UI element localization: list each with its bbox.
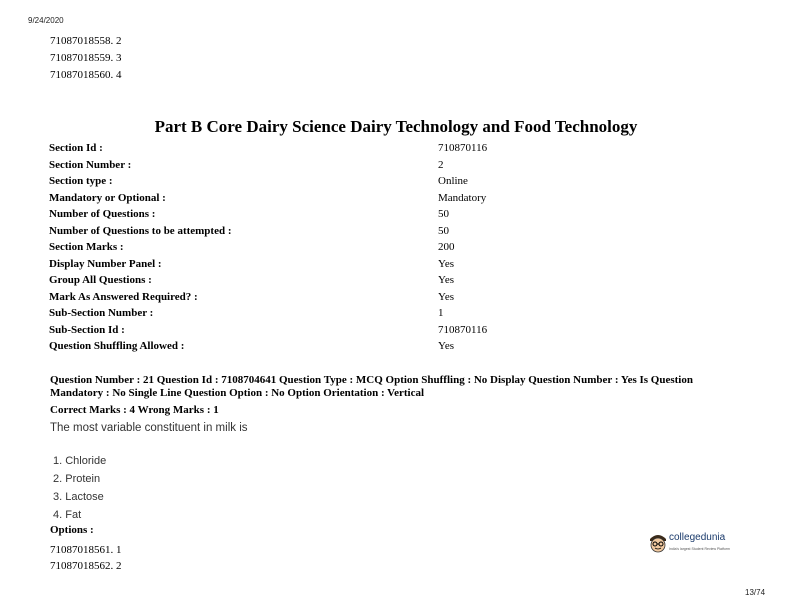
row-value: 50 — [438, 208, 449, 220]
row-label: Sub-Section Number : — [49, 307, 154, 319]
row-label: Number of Questions to be attempted : — [49, 224, 232, 237]
section-row — [49, 239, 569, 256]
row-value: Mandatory — [438, 191, 487, 204]
previous-options-list — [50, 33, 122, 84]
question-meta: Question Number : 21 Question Id : 7108704641 Question Type : MCQ Option Shuffling : No Display Question Number : Yes Is Question Mandatory : No Single Line Question Option : No Option Orientation : Vertical — [50, 374, 693, 399]
row-label: Number of Questions : — [49, 208, 156, 220]
row-value: 50 — [438, 224, 449, 237]
section-row — [49, 140, 569, 157]
options-label: Options : — [50, 524, 94, 536]
row-label: Sub-Section Id : — [49, 323, 125, 336]
section-row — [49, 190, 569, 207]
row-value: 2 — [438, 158, 444, 171]
mascot-icon — [647, 530, 669, 556]
section-row — [49, 256, 569, 273]
collegedunia-logo — [647, 530, 747, 558]
row-label: Mandatory or Optional : — [49, 191, 166, 204]
question-text: The most variable constituent in milk is — [50, 422, 248, 434]
logo-name: collegedunia — [669, 532, 726, 543]
row-value: Yes — [438, 274, 455, 286]
logo-tagline: India's largest Student Review Platform — [669, 547, 730, 551]
section-title: Part B Core Dairy Science Dairy Technology and Food Technology — [154, 117, 638, 136]
row-value: Yes — [438, 340, 455, 352]
section-row — [49, 338, 569, 355]
section-row — [49, 157, 569, 174]
row-label: Section type : — [49, 175, 113, 187]
answer-choice: 3. Lactose — [53, 491, 104, 503]
row-label: Section Id : — [49, 142, 103, 154]
section-info-table — [49, 140, 569, 355]
answer-choices — [53, 452, 106, 524]
section-row — [49, 289, 569, 306]
section-row — [49, 223, 569, 240]
row-label: Question Shuffling Allowed : — [49, 340, 185, 352]
row-label: Group All Questions : — [49, 274, 152, 286]
row-label: Mark As Answered Required? : — [49, 290, 198, 303]
option-id-line: 71087018559. 3 — [50, 52, 122, 64]
row-label: Section Number : — [49, 158, 132, 171]
print-date: 9/24/2020 — [28, 16, 64, 25]
answer-choice: 2. Protein — [53, 473, 101, 485]
row-label: Display Number Panel : — [49, 257, 162, 270]
section-row — [49, 305, 569, 322]
row-value: 200 — [438, 241, 455, 253]
option-id-line: 71087018558. 2 — [50, 35, 122, 47]
option-id-line: 71087018560. 4 — [50, 69, 122, 81]
row-value: Online — [438, 175, 468, 187]
row-label: Section Marks : — [49, 241, 124, 253]
row-value: 1 — [438, 307, 444, 319]
section-row — [49, 322, 569, 339]
row-value: Yes — [438, 290, 455, 303]
question-marks: Correct Marks : 4 Wrong Marks : 1 — [50, 404, 219, 416]
option-id-line: 71087018561. 1 — [50, 544, 122, 556]
answer-choice: 1. Chloride — [53, 455, 107, 467]
row-value: 710870116 — [438, 142, 488, 154]
row-value: 710870116 — [438, 323, 488, 336]
option-id-line: 71087018562. 2 — [50, 560, 122, 572]
section-row — [49, 206, 569, 223]
row-value: Yes — [438, 257, 455, 270]
section-row — [49, 272, 569, 289]
answer-choice: 4. Fat — [53, 509, 82, 521]
section-row — [49, 173, 569, 190]
option-ids-list — [50, 542, 122, 574]
page-number: 13/74 — [745, 588, 766, 597]
